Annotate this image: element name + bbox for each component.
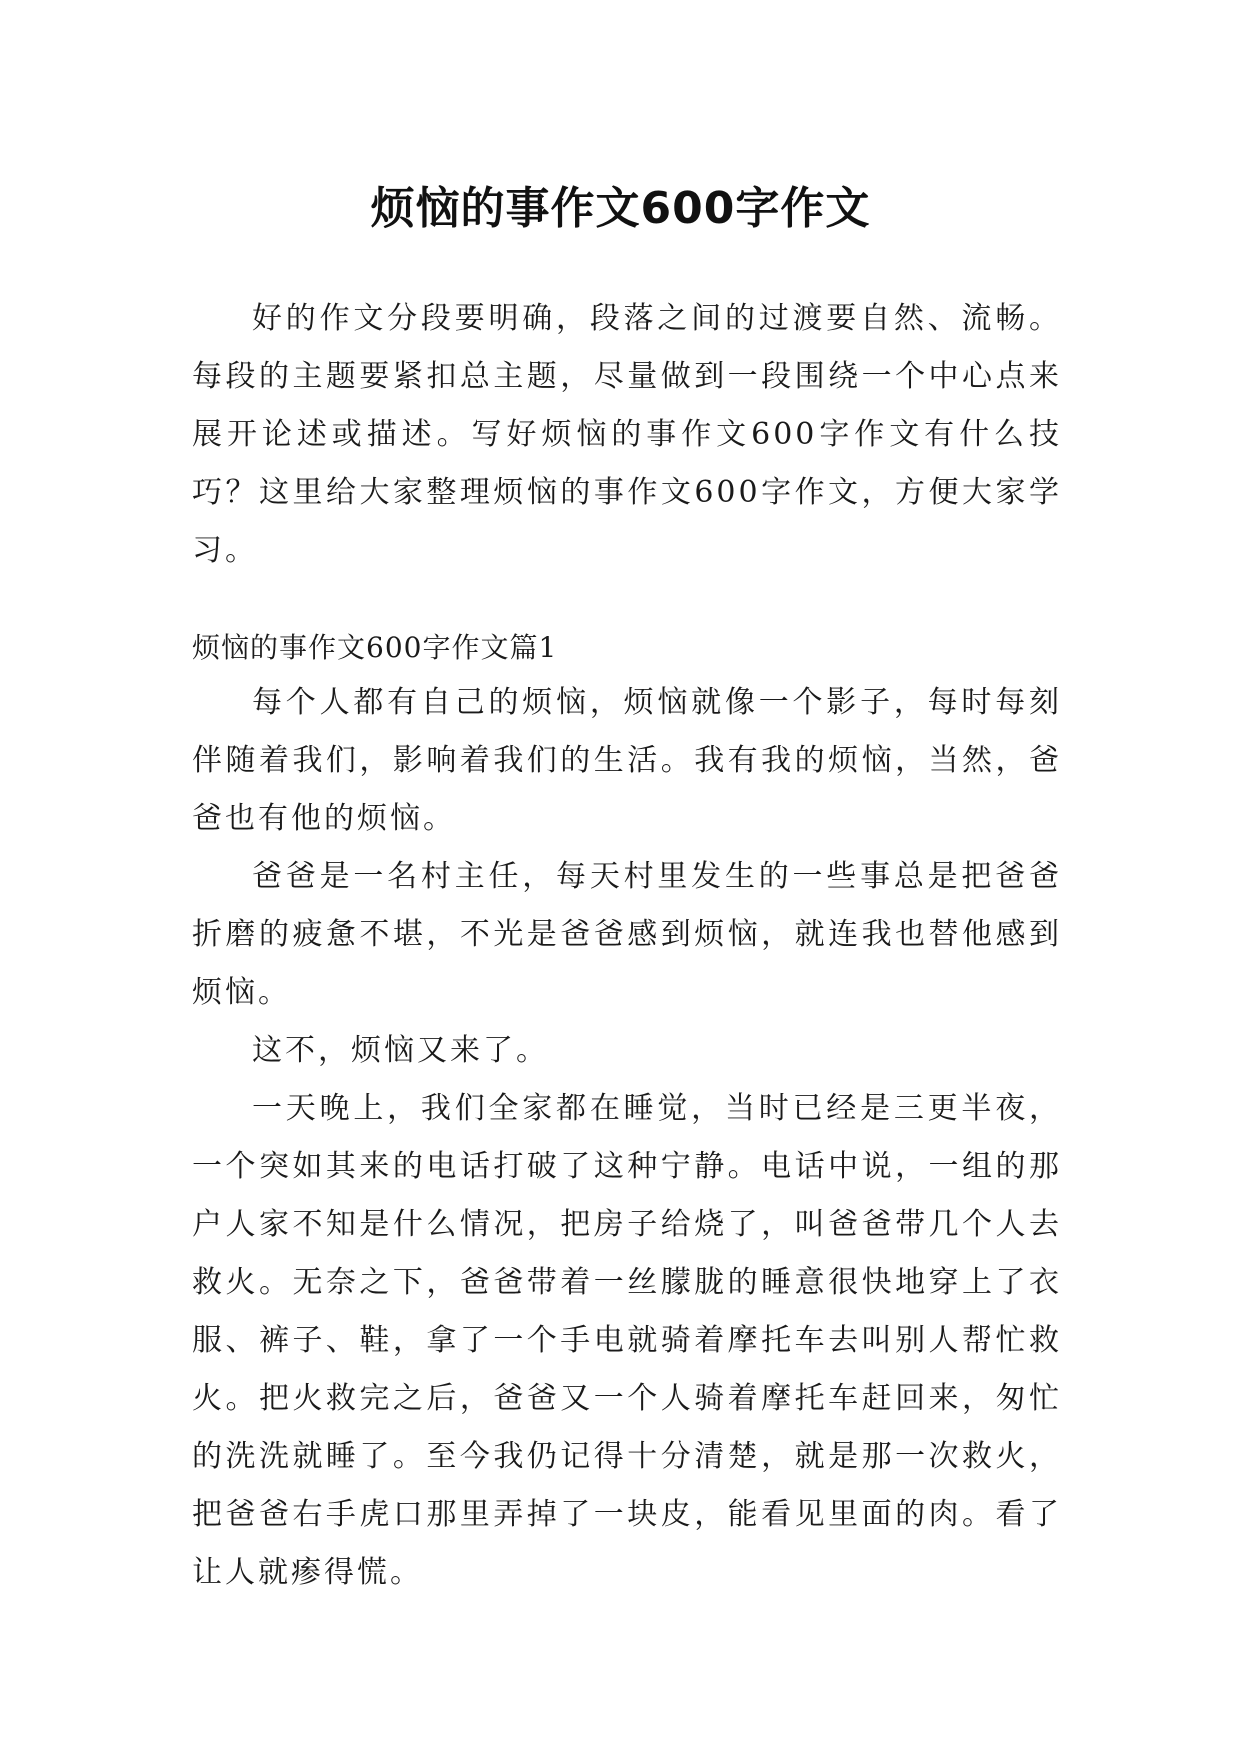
essay-paragraph-4: 一天晚上，我们全家都在睡觉，当时已经是三更半夜，一个突如其来的电话打破了这种宁静。电话中说，一组的那户人家不知是什么情况，把房子给烧了，叫爸爸带几个人去救火。无奈之下，爸爸带着一丝朦胧的睡意很快地穿上了衣服、裤子、鞋，拿了一个手电就骑着摩托车去叫别人帮忙救火。把火救完之后，爸爸又一个人骑着摩托车赶回来，匆忙的洗洗就睡了。至今我仍记得十分清楚，就是那一次救火，把爸爸右手虎口那里弄掉了一块皮，能看见里面的肉。看了让人就瘆得慌。 — [192, 1091, 1062, 1590]
intro-section — [192, 290, 1062, 580]
essay-paragraph-2: 爸爸是一名村主任，每天村里发生的一些事总是把爸爸折磨的疲惫不堪，不光是爸爸感到烦恼，就连我也替他感到烦恼。 — [192, 859, 1062, 1010]
essay-paragraph-3: 这不，烦恼又来了。 — [252, 1033, 549, 1068]
document-title: 烦恼的事作文600字作文 — [370, 183, 871, 235]
essay-paragraph-1: 每个人都有自己的烦恼，烦恼就像一个影子，每时每刻伴随着我们，影响着我们的生活。我有我的烦恼，当然，爸爸也有他的烦恼。 — [192, 685, 1062, 836]
intro-paragraph: 好的作文分段要明确，段落之间的过渡要自然、流畅。每段的主题要紧扣总主题，尽量做到一段围绕一个中心点来展开论述或描述。写好烦恼的事作文600字作文有什么技巧？这里给大家整理烦恼的事作文600字作文，方便大家学习。 — [192, 301, 1062, 568]
section-heading: 烦恼的事作文600字作文篇1 — [192, 631, 558, 664]
essay-body — [192, 674, 1062, 1602]
document-content — [192, 290, 1062, 1602]
